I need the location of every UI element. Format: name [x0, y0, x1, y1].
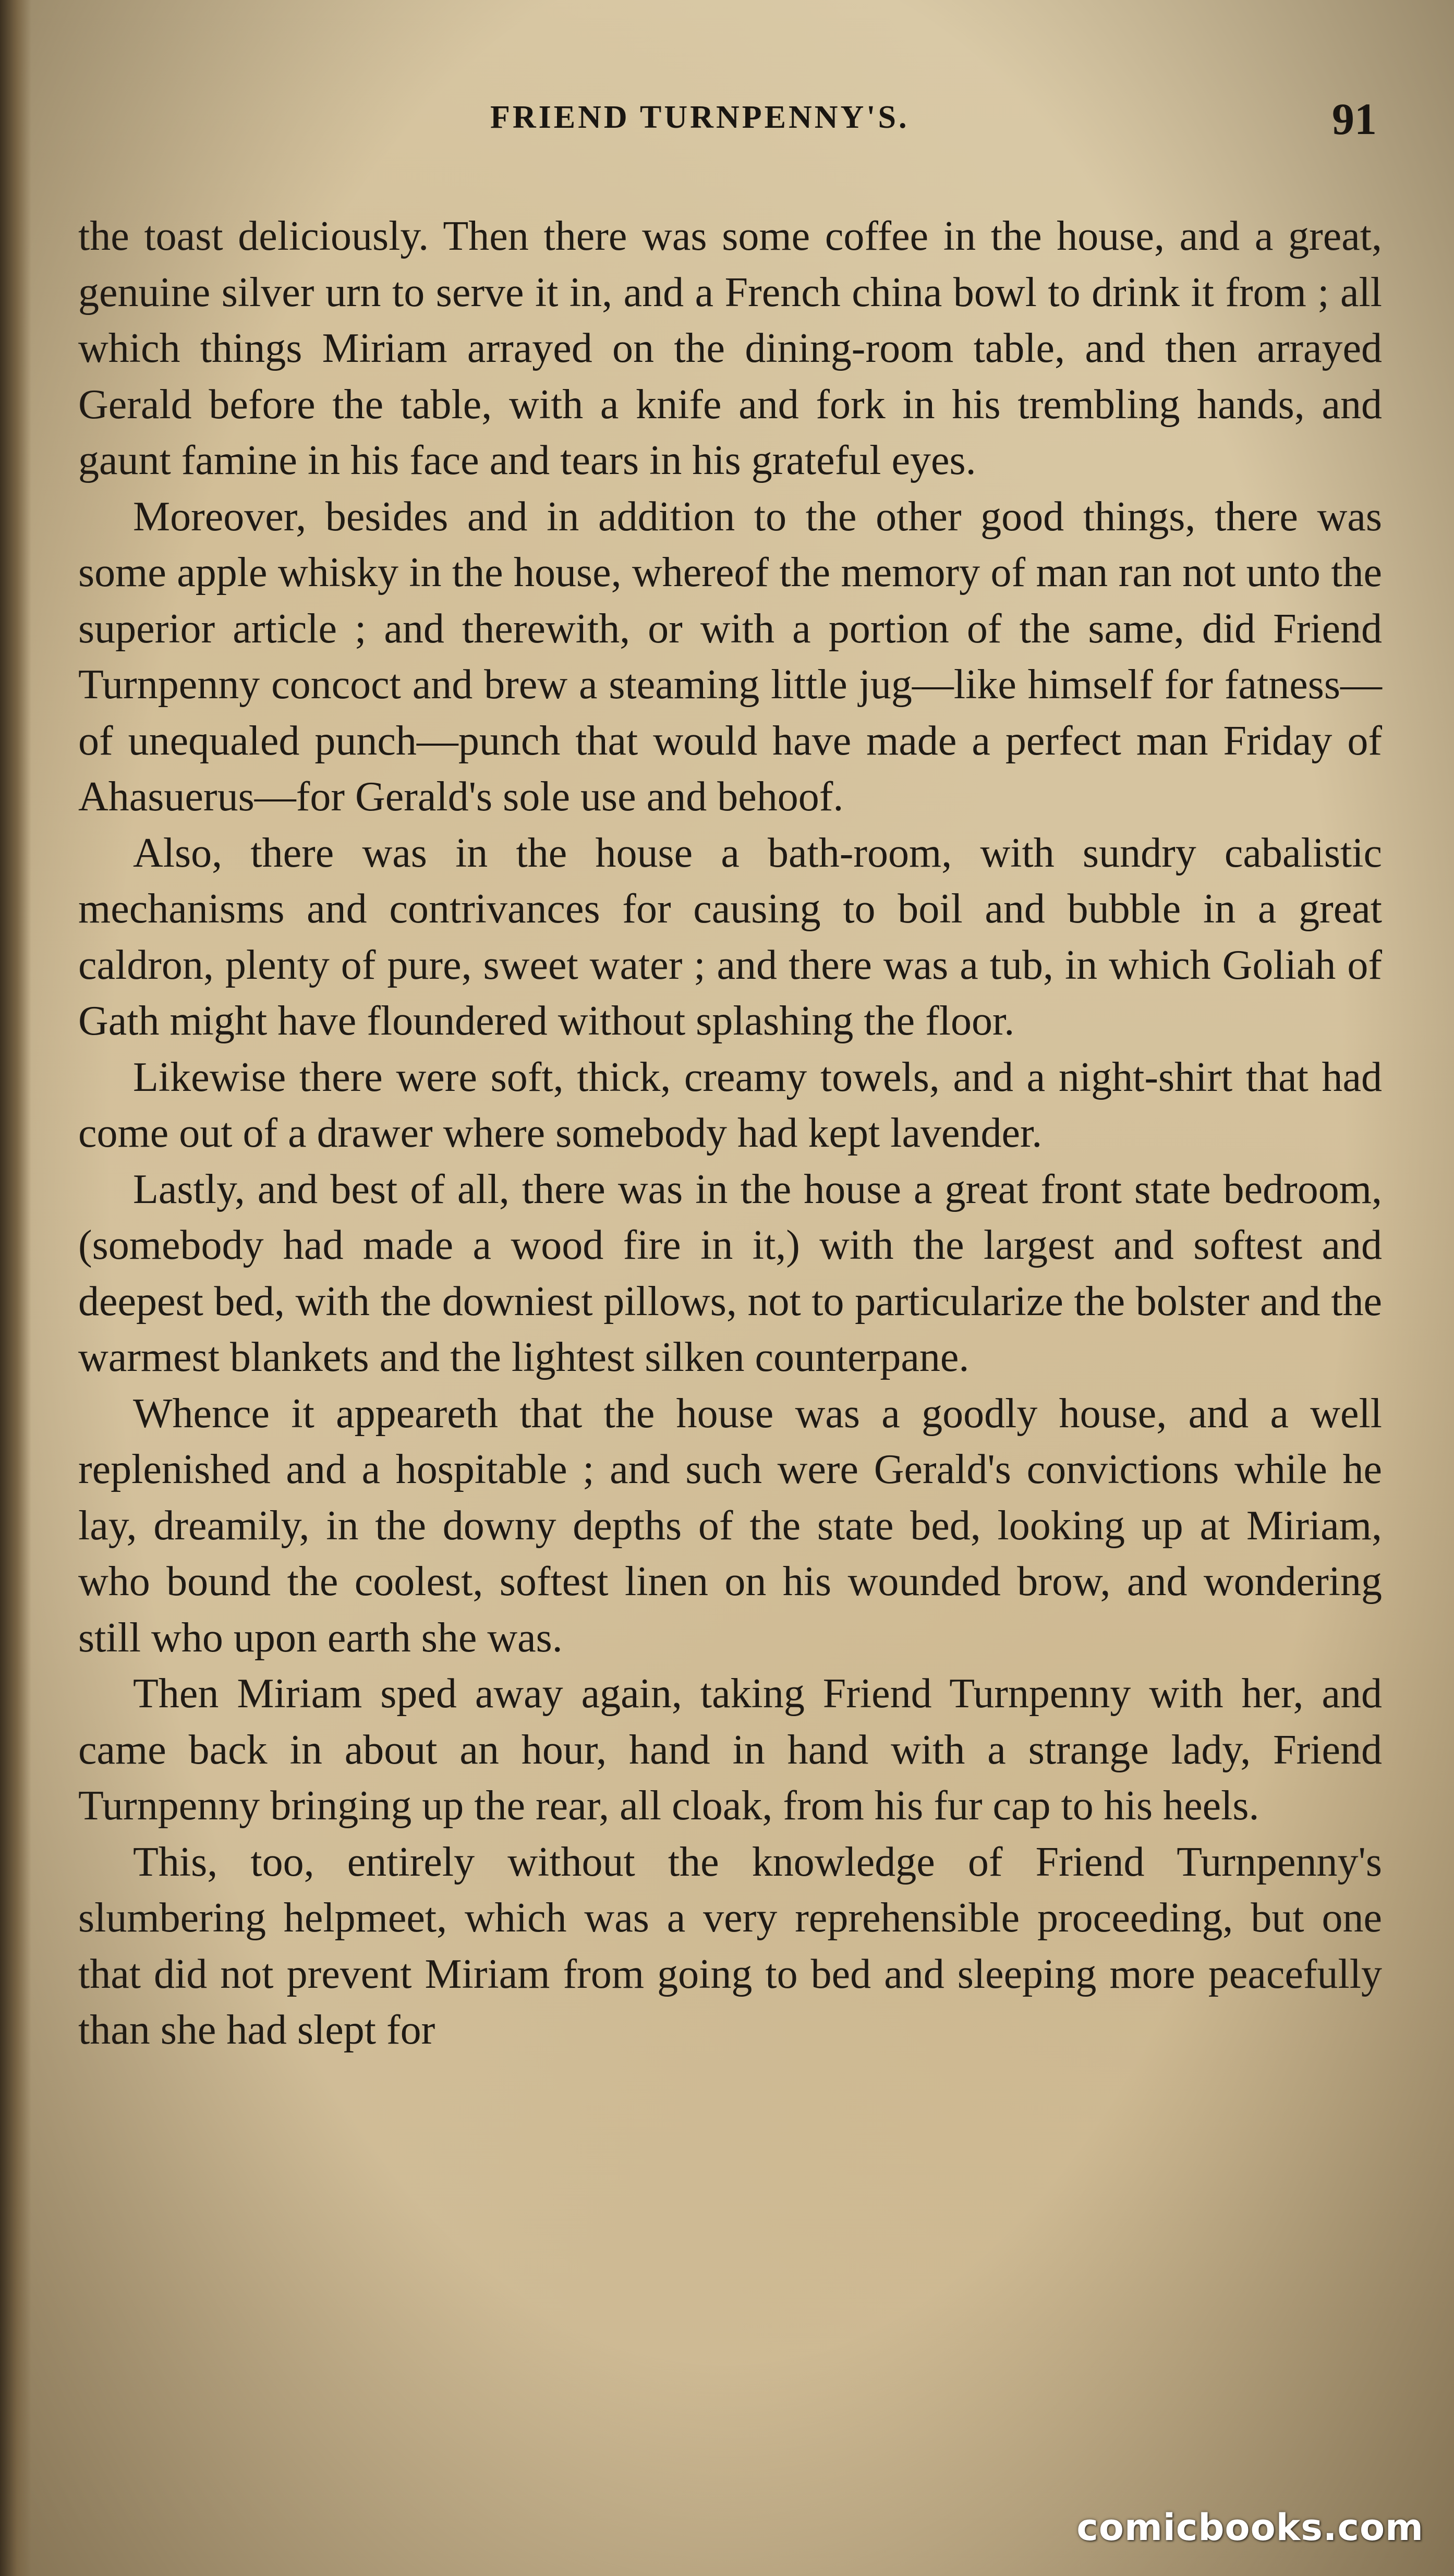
page-number: 91 [1332, 94, 1377, 144]
paragraph-2: Moreover, besides and in addition to the other good things, there was some apple whisky in the house, whereof the memory of man ran not unto the superior article ; and therewith, or with a portion of the same, did Friend Turnpenny concoct and brew a steaming little jug—like himself for fatness—of unequaled punch—punch that would have made a perfect man Friday of Ahasuerus—for Gerald's sole use and behoof. [78, 493, 1382, 820]
paragraph-3: Also, there was in the house a bath-room, with sundry cabalistic mechanisms and contrivances for causing to boil and bubble in a great caldron, plenty of pure, sweet water ; and there was a tub, in which Goliah of Gath might have floundered without splashing the floor. [78, 830, 1382, 1044]
paragraph-6: Whence it appeareth that the house was a goodly house, and a well replenished and a hospitable ; and such were Gerald's convictions while he lay, dreamily, in the downy depths of the state bed, looking up at Miriam, who bound the coolest, softest linen on his wounded brow, and wondering still who upon earth she was. [78, 1390, 1382, 1661]
running-title: FRIEND TURNPENNY'S. [490, 100, 910, 135]
paragraph-7: Then Miriam sped away again, taking Friend Turnpenny with her, and came back in about an hour, hand in hand with a strange lady, Friend Turnpenny bringing up the rear, all cloak, from his fur cap to his heels. [78, 1671, 1382, 1829]
paragraph-8: This, too, entirely without the knowledge of Friend Turnpenny's slumbering helpmeet, which was a very reprehensible proceeding, but one that did not prevent Miriam from going to bed and sleeping more peacefully than she had slept for [78, 1839, 1382, 2053]
paragraph-1: the toast deliciously. Then there was some coffee in the house, and a great, genuine silver urn to serve it in, and a French china bowl to drink it from ; all which things Miriam arrayed on the dining-room table, and then arrayed Gerald before the table, with a knife and fork in his trembling hands, and gaunt famine in his face and tears in his grateful eyes. [78, 213, 1382, 483]
page-gutter-shadow [0, 0, 31, 2576]
watermark: comicbooks.com [1076, 2506, 1424, 2549]
paragraph-5: Lastly, and best of all, there was in the house a great front state bedroom, (somebody had made a wood fire in it,) with the largest and softest and deepest bed, with the downiest pillows, not to particularize the bolster and the warmest blankets and the lightest silken counterpane. [78, 1166, 1382, 1380]
paragraph-4: Likewise there were soft, thick, creamy towels, and a night-shirt that had come out of a drawer where somebody had kept lavender. [78, 1054, 1382, 1156]
body-text [78, 209, 1382, 2059]
